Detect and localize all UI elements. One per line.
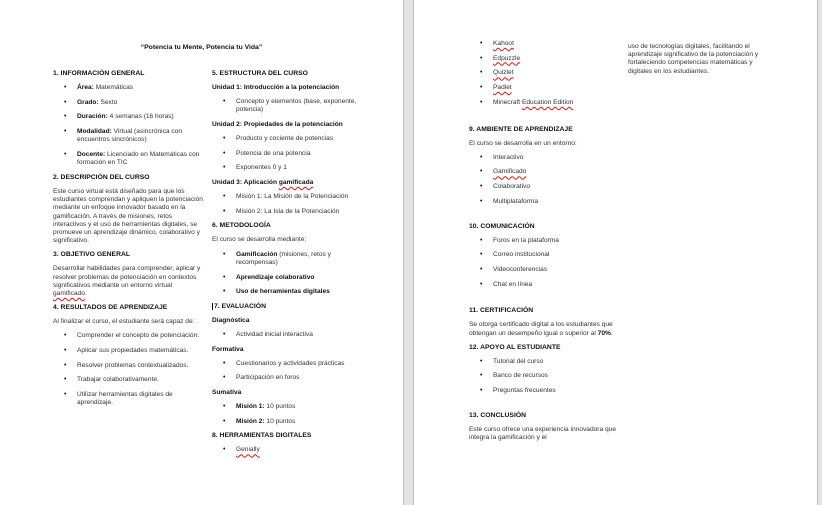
heading-resultados: 4. RESULTADOS DE APRENDIZAJE [53,304,168,312]
sum-list [212,403,372,426]
list-item: • Aplicar sus propiedades matemáticas. [53,347,203,355]
unit-1-title: Unidad 1: Introducción a la potenciación [212,84,340,91]
text-cursor [212,303,213,310]
list-item: • Cuestionarios y actividades prácticas [212,360,372,368]
document-page-2[interactable] [414,0,817,505]
unit-3-title: Unidad 3: Aplicación gamificada [212,179,314,187]
list-item: • Banco de recursos [469,372,624,380]
heading-conclusion: 13. CONCLUSIÓN [469,411,527,419]
list-item: • Correo institucional [469,251,624,259]
list-item: • Misión 2: La Isla de la Potenciación [212,208,372,216]
list-item [469,168,624,176]
list-item: • Foros en la plataforma [469,237,624,245]
list-item: • Resolver problemas contextualizados. [53,362,203,370]
list-item: • Chat en línea [469,281,624,289]
unit-1-list [212,98,372,114]
heading-metodologia: 6. METODOLOGÍA [212,222,271,230]
resultados-intro: Al finalizar el curso, el estudiante será capaz de: [53,318,195,326]
spellcheck-word[interactable]: Gamificado [493,168,527,176]
spellcheck-word[interactable]: gamificado [53,289,85,297]
list-item: • Misión 1: 10 puntos [212,403,372,411]
list-item [469,55,624,63]
unit-3-list [212,193,372,216]
spellcheck-word[interactable]: Kahoot [493,40,514,47]
tools-list-part2 [469,40,624,107]
tools-list-part1 [212,446,372,454]
conclusion-text-a: Este curso ofrece una experiencia innovadora que integra la gamificación y el [469,425,616,442]
list-item: • Concepto y elementos (base, exponente, potencia) [212,98,372,114]
spellcheck-word[interactable]: Quizlet [493,69,514,77]
list-item: • Grado: Sexto [53,99,203,107]
list-item: • Interactivo [469,154,624,162]
heading-comunicacion: 10. COMUNICACIÓN [469,222,535,230]
page-edge [817,0,822,505]
list-item: • Potencia de una potencia [212,150,372,158]
document-page-1[interactable] [0,0,403,505]
heading-informacion-general: 1. INFORMACIÓN GENERAL [53,70,145,77]
comunicacion-list [469,237,624,289]
list-item: • Uso de herramientas digitales [212,288,372,296]
list-item: • Colaborativo [469,183,624,191]
heading-herramientas: 8. HERRAMIENTAS DIGITALES [212,432,312,440]
list-item: • Actividad inicial interactiva [212,331,372,339]
list-item: • Minecraft Education Edition [469,99,624,107]
descripcion-text: Este curso virtual está diseñado para que los estudiantes comprendan y apliquen la potenciación mediante un enfoque innovador basado en la gamificación. A través de misiones, retos interactivos y el uso de herramientas digitales, se promueve un aprendizaje dinámico, colaborativo y significativo. [53,187,203,245]
list-item: • Área: Matemáticas [53,84,203,92]
list-item: • Duración: 4 semanas (16 horas) [53,113,203,121]
spellcheck-word[interactable]: Edpuzzle [493,54,521,62]
page1-column-1 [53,70,203,414]
spellcheck-word[interactable]: Padlet [493,84,512,92]
form-list [212,360,372,383]
list-item: • Misión 2: 10 puntos [212,418,372,426]
page2-column-1 [469,40,624,448]
spellcheck-word[interactable]: Genially [236,446,260,454]
list-item: • Utilizar herramientas digitales de aprendizaje. [53,391,203,407]
list-item: • Participación en foros [212,374,372,382]
objetivo-text: Desarrollar habilidades para comprender, aplicar y resolver problemas de potenciación en contextos significativos mediante un entorno virtual gamificado. [53,265,201,297]
unit-2-list [212,135,372,173]
page1-column-2 [212,70,372,461]
heading-descripcion: 2. DESCRIPCIÓN DEL CURSO [53,173,150,181]
heading-certificacion: 11. CERTIFICACIÓN [469,307,534,315]
certificacion-text: Se otorga certificado digital a los estudiantes que obtengan un desempeño igual o superior al 70%. [469,321,613,337]
eval-formativa: Formativa [212,345,244,353]
spellcheck-word[interactable]: gamificada [278,179,314,187]
conclusion-text-b: uso de tecnologías digitales, facilitando el aprendizaje significativo de la potenciación y fortaleciendo competencias matemáticas y digitales en los estudiantes. [628,43,759,75]
heading-evaluacion: 7. EVALUACIÓN [214,302,266,310]
unit-2-title: Unidad 2: Propiedades de la potenciación [212,120,343,128]
list-item: • Gamificación (misiones, retos y recompensas) [212,251,372,267]
page-gap [403,0,414,505]
eval-sumativa: Sumativa [212,389,242,397]
metodologia-list [212,251,372,297]
list-item: • Modalidad: Virtual (asincrónica con encuentros sincrónicos) [53,128,203,144]
apoyo-list [469,358,624,396]
list-item [469,69,624,77]
info-list [53,84,203,167]
list-item: • Aprendizaje colaborativo [212,274,372,282]
list-item: • Docente: Licenciado en Matemáticas con formación en TIC [53,151,203,167]
heading-apoyo: 12. APOYO AL ESTUDIANTE [469,343,561,351]
list-item: • Tutorial del curso [469,358,624,366]
page2-column-2 [628,43,778,82]
list-item: • Comprender el concepto de potenciación. [53,332,203,340]
ambiente-list [469,154,624,206]
list-item: • Exponentes 0 y 1 [212,164,372,172]
heading-estructura: 5. ESTRUCTURA DEL CURSO [212,70,308,77]
list-item [469,40,624,48]
list-item: • Preguntas frecuentes [469,387,624,395]
metodologia-intro: El curso se desarrolla mediante: [212,236,307,244]
list-item: • Producto y cociente de potencias [212,135,372,143]
list-item [469,84,624,92]
list-item: • Videoconferencias [469,266,624,274]
diag-list [212,331,372,339]
list-item: • Multiplataforma [469,198,624,206]
ambiente-intro: El curso se desarrolla en un entorno: [469,139,577,147]
heading-objetivo: 3. OBJETIVO GENERAL [53,251,131,259]
spellcheck-word[interactable]: Education Edition [521,98,574,106]
document-title: “Potencia tu Mente, Potencia tu Vida” [140,44,263,51]
list-item: • Trabajar colaborativamente. [53,376,203,384]
eval-diagnostica: Diagnóstica [212,316,250,324]
resultados-list [53,332,203,407]
heading-ambiente: 9. AMBIENTE DE APRENDIZAJE [469,125,573,133]
list-item: • Misión 1: La Misión de la Potenciación [212,193,372,201]
list-item [212,446,372,454]
